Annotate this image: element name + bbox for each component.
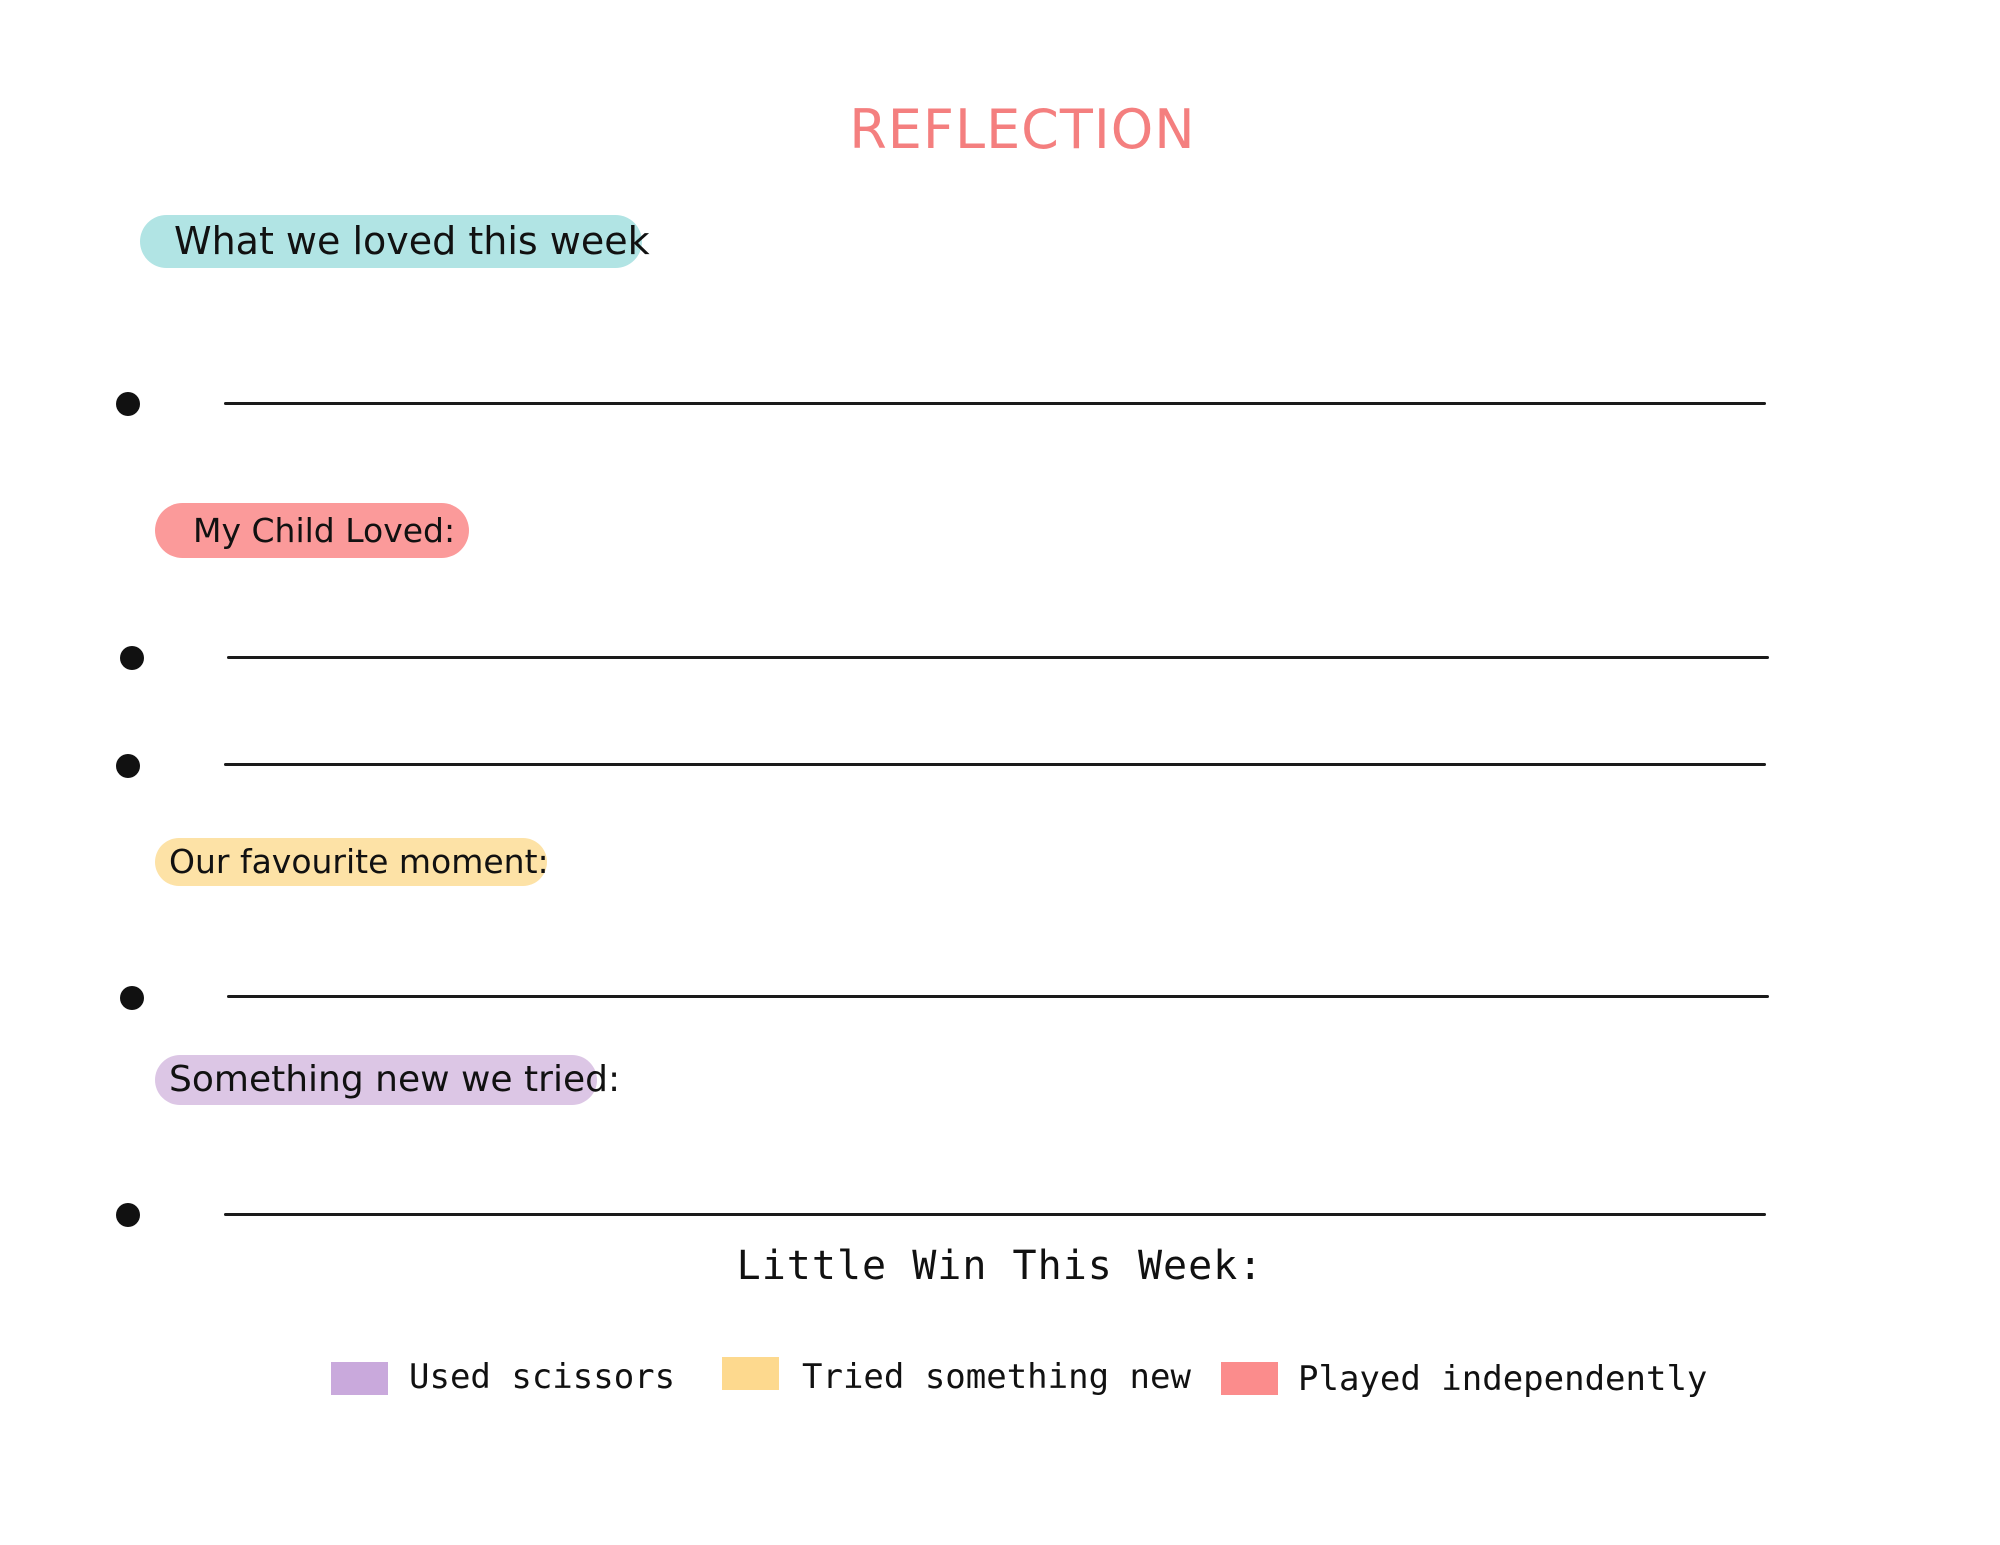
option-label: Used scissors bbox=[409, 1357, 676, 1397]
option-label: Tried something new bbox=[802, 1357, 1191, 1397]
bullet-icon bbox=[116, 754, 140, 778]
section-label-child-loved: My Child Loved: bbox=[155, 503, 469, 558]
blank-line bbox=[227, 995, 1769, 998]
yellow-swatch bbox=[722, 1357, 779, 1390]
bullet-icon bbox=[116, 392, 140, 416]
little-win-heading: Little Win This Week: bbox=[736, 1243, 1264, 1289]
red-swatch bbox=[1221, 1362, 1278, 1395]
section-label-loved-this-week: What we loved this week bbox=[140, 215, 642, 268]
blank-line bbox=[224, 402, 1766, 405]
section-label-something-new: Something new we tried: bbox=[155, 1055, 597, 1105]
bullet-icon bbox=[116, 1203, 140, 1227]
option-label: Played independently bbox=[1298, 1359, 1708, 1399]
purple-swatch bbox=[331, 1362, 388, 1395]
page-title: REFLECTION bbox=[849, 98, 1196, 161]
bullet-icon bbox=[120, 646, 144, 670]
blank-line bbox=[224, 763, 1766, 766]
section-label-favourite-moment: Our favourite moment: bbox=[155, 838, 547, 886]
blank-line bbox=[224, 1213, 1766, 1216]
blank-line bbox=[227, 656, 1769, 659]
bullet-icon bbox=[120, 986, 144, 1010]
